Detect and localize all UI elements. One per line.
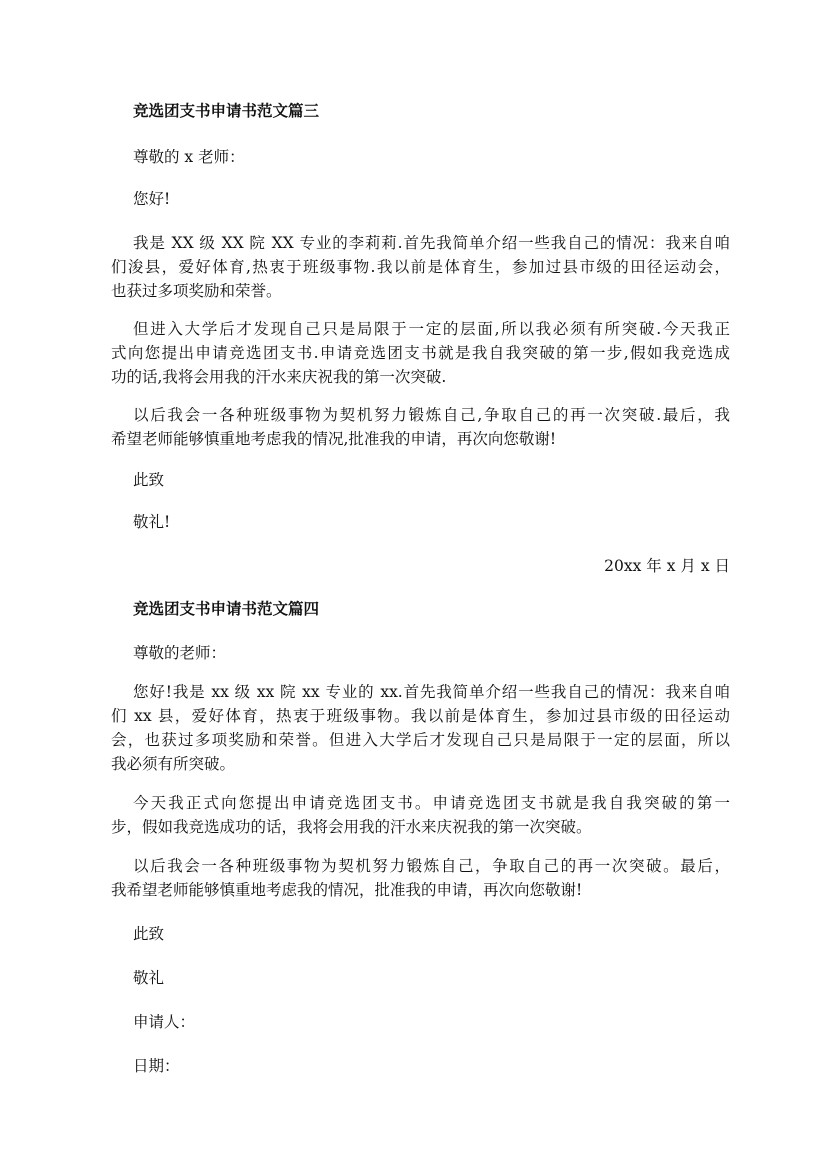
date-label: 日期： xyxy=(133,1057,180,1075)
paragraph-line: 也获过多项奖励和荣誉。 xyxy=(111,282,282,300)
greeting: 您好! xyxy=(133,190,171,208)
paragraph-line: 功的话,我将会用我的汗水来庆祝我的第一次突破. xyxy=(111,368,447,386)
paragraph-line: 以后我会一各种班级事物为契机努力锻炼自己,争取自己的再一次突破.最后，我 xyxy=(133,406,730,424)
paragraph-line: 们 xx 县，爱好体育，热衷于班级事物。我以前是体育生，参加过县市级的田径运动 xyxy=(111,707,730,725)
salutation: 尊敬的 x 老师： xyxy=(133,148,245,166)
section-title: 竞选团支书申请书范文篇三 xyxy=(133,101,320,120)
paragraph-line: 希望老师能够慎重地考虑我的情况,批准我的申请，再次向您敬谢! xyxy=(111,430,557,448)
salutation: 尊敬的老师： xyxy=(133,644,227,662)
paragraph-line: 们浚县，爱好体育,热衷于班级事物.我以前是体育生，参加过县市级的田径运动会， xyxy=(111,258,730,276)
applicant-label: 申请人： xyxy=(133,1013,196,1031)
closing: 此致 xyxy=(133,925,165,943)
closing: 此致 xyxy=(133,471,165,489)
paragraph-line: 步，假如我竞选成功的话，我将会用我的汗水来庆祝我的第一次突破。 xyxy=(111,818,592,836)
closing-regards: 敬礼 xyxy=(133,969,165,987)
paragraph-line: 我必须有所突破。 xyxy=(111,755,236,773)
paragraph-line: 今天我正式向您提出申请竞选团支书。申请竞选团支书就是我自我突破的第一 xyxy=(133,794,730,812)
section-title: 竞选团支书申请书范文篇四 xyxy=(133,599,320,618)
paragraph-line: 我是 XX 级 XX 院 XX 专业的李莉莉.首先我简单介绍一些我自己的情况：我来自咱 xyxy=(133,234,730,252)
paragraph-line: 以后我会一各种班级事物为契机努力锻炼自己，争取自己的再一次突破。最后， xyxy=(133,857,730,875)
paragraph-line: 您好!我是 xx 级 xx 院 xx 专业的 xx.首先我简单介绍一些我自己的情况：我来自咱 xyxy=(133,683,730,701)
paragraph-line: 我希望老师能够慎重地考虑我的情况，批准我的申请，再次向您敬谢! xyxy=(111,881,583,899)
paragraph-line: 式向您提出申请竞选团支书.申请竞选团支书就是我自我突破的第一步,假如我竞选成 xyxy=(111,344,730,362)
date: 20xx 年 x 月 x 日 xyxy=(604,557,730,575)
paragraph-line: 但进入大学后才发现自己只是局限于一定的层面,所以我必须有所突破.今天我正 xyxy=(133,320,730,338)
closing-regards: 敬礼! xyxy=(133,513,171,531)
paragraph-line: 会，也获过多项奖励和荣誉。但进入大学后才发现自己只是局限于一定的层面，所以 xyxy=(111,731,730,749)
